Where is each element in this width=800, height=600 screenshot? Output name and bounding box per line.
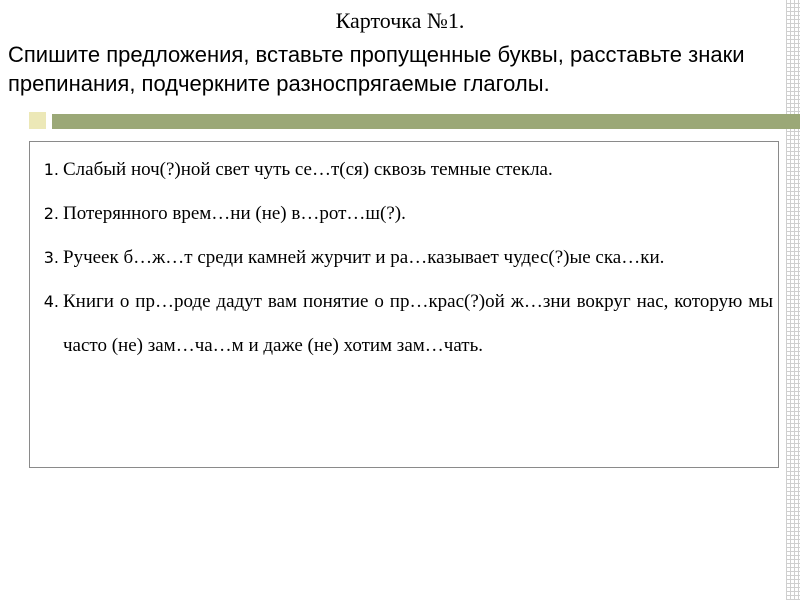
instruction-text: Спишите предложения, вставьте пропущенные буквы, расставьте знаки препинания, подчеркните разноспрягаемые глаголы. xyxy=(8,42,745,96)
sentence-text: Ручеек б…ж…т среди камней журчит и ра…казывает чудес(?)ые ска…ки. xyxy=(63,247,665,268)
item-number: 2. xyxy=(43,204,59,223)
item-number: 1. xyxy=(43,160,59,179)
sentence-text: Книги о пр…роде дадут вам понятие о пр…крас(?)ой ж…зни вокруг нас, которую мы часто (не) зам…ча…м и даже (не) хотим зам…чать. xyxy=(63,291,773,356)
sentence-text: Слабый ноч(?)ной свет чуть се…т(ся) сквозь темные стекла. xyxy=(63,159,553,180)
item-number: 4. xyxy=(43,292,59,311)
decorative-grid-edge xyxy=(786,0,800,600)
accent-square xyxy=(29,112,46,129)
sentence-item-3 xyxy=(29,236,773,280)
sentence-list xyxy=(29,148,773,368)
sentence-item-2 xyxy=(29,192,773,236)
sentence-item-4 xyxy=(29,280,773,368)
sentence-item-1 xyxy=(29,148,773,192)
card-title: Карточка №1. xyxy=(335,8,465,33)
sentence-text: Потерянного врем…ни (не) в…рот…ш(?). xyxy=(63,203,406,224)
accent-strip xyxy=(52,114,800,129)
item-number: 3. xyxy=(43,248,59,267)
